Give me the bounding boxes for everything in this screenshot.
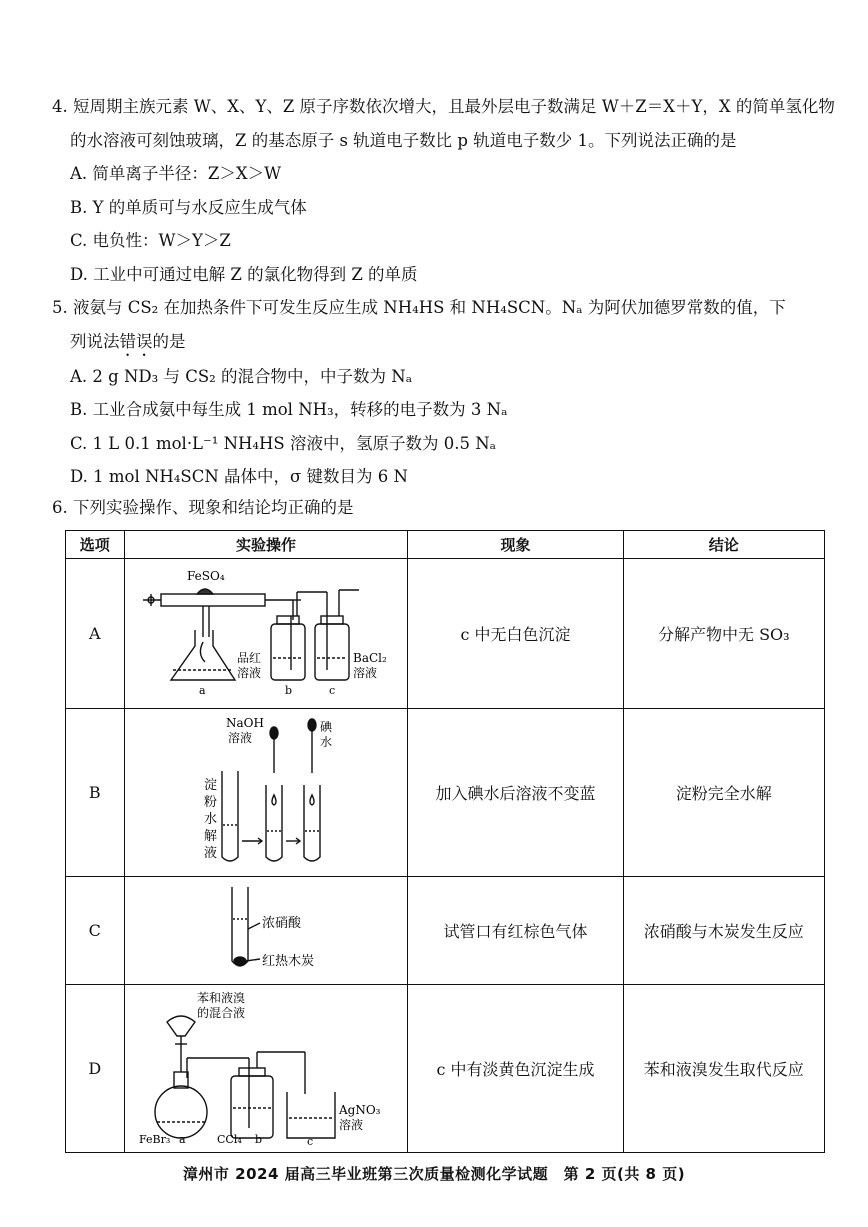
label-pinhong: 品红 <box>237 650 262 665</box>
row-d-phenomenon: c 中有淡黄色沉淀生成 <box>408 985 623 1153</box>
q4-option-c: C. 电负性：W＞Y＞Z <box>70 231 231 250</box>
q4-stem-line1: 4. 短周期主族元素 W、X、Y、Z 原子序数依次增大，且最外层电子数满足 W＋Z＝X＋Y，X 的简单氢化物 <box>52 97 835 116</box>
q5-stem-post: 的是 <box>152 331 186 351</box>
q5-option-b: B. 工业合成氨中每生成 1 mol NH₃，转移的电子数为 3 Nₐ <box>70 400 508 419</box>
label-a: a <box>199 683 206 697</box>
row-c-phenomenon: 试管口有红棕色气体 <box>408 877 623 985</box>
label-beaker-c: c <box>307 1134 314 1146</box>
label-febr3: FeBr₃ <box>139 1132 171 1146</box>
label-c: c <box>329 683 336 697</box>
label-naoh-solution: 溶液 <box>228 730 253 745</box>
label-ccl4: CCl₄ <box>217 1132 242 1146</box>
label-mixture: 的混合液 <box>197 1005 246 1020</box>
apparatus-d-diagram <box>131 988 401 1146</box>
row-a-option: A <box>66 559 125 709</box>
label-bottle-b: b <box>255 1132 263 1146</box>
label-pinhong-solution: 溶液 <box>237 665 262 680</box>
row-d-conclusion: 苯和液溴发生取代反应 <box>623 985 824 1153</box>
row-c-option: C <box>66 877 125 985</box>
q5-option-d: D. 1 mol NH₄SCN 晶体中，σ 键数目为 6 N <box>70 467 408 486</box>
header-option: 选项 <box>66 531 125 559</box>
row-b-phenomenon: 加入碘水后溶液不变蓝 <box>408 709 623 877</box>
row-d-option: D <box>66 985 125 1153</box>
row-d-apparatus <box>124 985 408 1153</box>
label-hydrolysate-1: 淀 <box>204 777 218 793</box>
q4-option-a: A. 简单离子半径：Z＞X＞W <box>70 164 282 183</box>
label-hydrolysate-3: 水 <box>204 811 218 827</box>
label-b: b <box>285 683 293 697</box>
row-a-apparatus <box>124 559 408 709</box>
label-iodine: 碘 <box>320 719 333 734</box>
q4-stem-line2: 的水溶液可刻蚀玻璃，Z 的基态原子 s 轨道电子数比 p 轨道电子数少 1。下列说法正确的是 <box>70 130 737 150</box>
question-5 <box>52 291 842 494</box>
table-row <box>66 709 825 877</box>
page-footer: 漳州市 2024 届高三毕业班第三次质量检测化学试题 第 2 页(共 8 页) <box>182 1165 686 1183</box>
q5-stem-pre: 列说法 <box>70 331 120 351</box>
label-iodine-water: 水 <box>320 734 333 749</box>
label-red-hot-charcoal: 红热木炭 <box>262 953 315 969</box>
header-phenomenon: 现象 <box>408 531 623 559</box>
question-6 <box>52 491 842 525</box>
label-bacl2-solution: 溶液 <box>353 665 378 680</box>
label-feso4: FeSO₄ <box>187 568 225 583</box>
label-hydrolysate-5: 液 <box>204 845 218 861</box>
apparatus-c-diagram <box>166 879 366 979</box>
row-b-option: B <box>66 709 125 877</box>
table-row <box>66 877 825 985</box>
label-hydrolysate-4: 解 <box>204 828 218 844</box>
header-operation: 实验操作 <box>124 531 408 559</box>
q5-stem-line2 <box>52 325 842 360</box>
row-b-conclusion: 淀粉完全水解 <box>623 709 824 877</box>
q5-stem-line1: 5. 液氨与 CS₂ 在加热条件下可发生反应生成 NH₄HS 和 NH₄SCN。Nₐ 为阿伏加德罗常数的值，下 <box>52 298 786 317</box>
label-naoh: NaOH <box>226 715 264 730</box>
q4-option-d: D. 工业中可通过电解 Z 的氯化物得到 Z 的单质 <box>70 264 418 284</box>
row-b-apparatus <box>124 709 408 877</box>
row-a-conclusion: 分解产物中无 SO₃ <box>623 559 824 709</box>
label-conc-nitric-acid: 浓硝酸 <box>262 915 302 931</box>
question-4 <box>52 90 842 291</box>
experiment-table <box>65 530 825 1153</box>
row-c-apparatus <box>124 877 408 985</box>
row-a-phenomenon: c 中无白色沉淀 <box>408 559 623 709</box>
label-benzene-bromine: 苯和液溴 <box>197 990 246 1005</box>
q5-option-c: C. 1 L 0.1 mol·L⁻¹ NH₄HS 溶液中，氢原子数为 0.5 Nₐ <box>70 433 496 453</box>
label-hydrolysate-2: 粉 <box>204 794 218 810</box>
table-row <box>66 985 825 1153</box>
q4-option-b: B. Y 的单质可与水反应生成气体 <box>70 197 307 217</box>
label-flask-a: a <box>179 1132 186 1146</box>
table-header-row <box>66 531 825 559</box>
table-row <box>66 559 825 709</box>
label-bacl2: BaCl₂ <box>353 650 387 665</box>
apparatus-b-diagram <box>166 711 366 871</box>
apparatus-a-diagram <box>131 562 401 702</box>
q5-emphasis-word: 错误 <box>119 331 153 351</box>
label-agno3: AgNO₃ <box>339 1102 381 1117</box>
q5-option-a: A. 2 g ND₃ 与 CS₂ 的混合物中，中子数为 Nₐ <box>70 366 413 386</box>
q6-stem: 6. 下列实验操作、现象和结论均正确的是 <box>52 498 354 517</box>
header-conclusion: 结论 <box>623 531 824 559</box>
label-agno3-solution: 溶液 <box>339 1117 364 1132</box>
row-c-conclusion: 浓硝酸与木炭发生反应 <box>623 877 824 985</box>
